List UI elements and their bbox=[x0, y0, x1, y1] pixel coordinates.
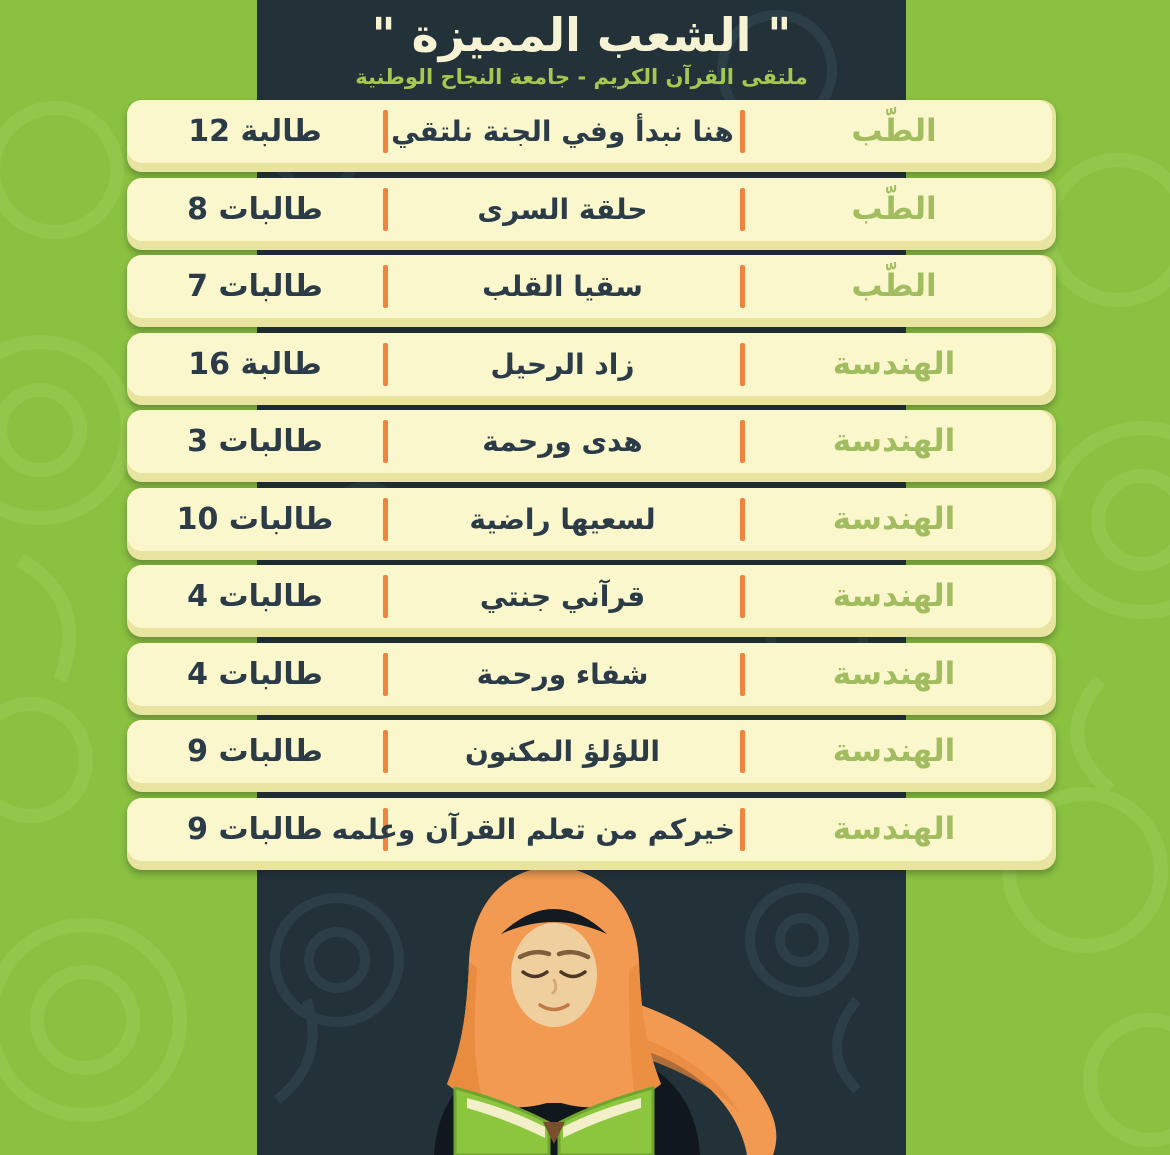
row-name: زاد الرحيل bbox=[490, 347, 635, 381]
row-count: 4 طالبات bbox=[187, 656, 323, 692]
row-department: الهندسة bbox=[832, 733, 956, 769]
row-count: 9 طالبات bbox=[187, 811, 323, 847]
row-department: الهندسة bbox=[832, 345, 956, 382]
row-count: 7 طالبات bbox=[187, 269, 323, 304]
table-row bbox=[127, 333, 1056, 405]
row-department: الهندسة bbox=[832, 578, 956, 614]
row-name: لسعيها راضية bbox=[469, 502, 656, 536]
page-subtitle: ملتقى القرآن الكريم - جامعة النجاح الوطنية bbox=[355, 65, 808, 89]
row-bar-face bbox=[127, 178, 1052, 241]
table-row bbox=[127, 410, 1056, 482]
row-department: الهندسة bbox=[832, 810, 956, 847]
row-bar-face bbox=[127, 798, 1052, 861]
separator-bar bbox=[383, 730, 388, 773]
row-bar bbox=[127, 255, 1056, 327]
row-name: شفاء ورحمة bbox=[476, 657, 649, 691]
row-bar bbox=[127, 488, 1056, 560]
rows-list bbox=[127, 100, 1056, 875]
separator-bar bbox=[383, 110, 388, 153]
row-count: 8 طالبات bbox=[187, 191, 323, 227]
row-name: هنا نبدأ وفي الجنة نلتقي bbox=[391, 115, 734, 148]
table-row bbox=[127, 488, 1056, 560]
row-bar-face bbox=[127, 255, 1052, 318]
row-bar-face bbox=[127, 410, 1052, 473]
row-bar bbox=[127, 178, 1056, 250]
row-name: حلقة السرى bbox=[477, 192, 648, 226]
row-department: الهندسة bbox=[832, 423, 956, 459]
table-row bbox=[127, 720, 1056, 792]
row-name: سقيا القلب bbox=[482, 270, 643, 303]
row-bar bbox=[127, 720, 1056, 792]
separator-bar bbox=[383, 498, 388, 541]
row-bar bbox=[127, 798, 1056, 870]
table-row bbox=[127, 178, 1056, 250]
row-department: الطّب bbox=[851, 113, 937, 149]
row-bar-face bbox=[127, 100, 1052, 163]
row-count: 9 طالبات bbox=[187, 734, 323, 769]
table-row bbox=[127, 255, 1056, 327]
row-bar bbox=[127, 100, 1056, 172]
row-name: اللؤلؤ المكنون bbox=[465, 735, 660, 768]
row-count: 4 طالبات bbox=[187, 579, 323, 614]
row-count: 12 طالبة bbox=[188, 114, 322, 149]
row-bar bbox=[127, 410, 1056, 482]
row-department: الطّب bbox=[851, 268, 937, 304]
row-bar-face bbox=[127, 643, 1052, 706]
row-name: هدى ورحمة bbox=[482, 425, 643, 458]
row-bar-face bbox=[127, 488, 1052, 551]
row-bar bbox=[127, 333, 1056, 405]
row-bar-face bbox=[127, 333, 1052, 396]
row-bar bbox=[127, 565, 1056, 637]
separator-bar bbox=[383, 188, 388, 231]
face bbox=[511, 923, 597, 1027]
row-name: خيركم من تعلم القرآن وعلمه bbox=[331, 812, 735, 846]
table-row bbox=[127, 565, 1056, 637]
row-name: قرآني جنتي bbox=[479, 580, 646, 613]
row-count: 16 طالبة bbox=[188, 346, 322, 382]
separator-bar bbox=[383, 653, 388, 696]
row-bar-face bbox=[127, 720, 1052, 783]
table-row bbox=[127, 100, 1056, 172]
header bbox=[257, 0, 906, 89]
row-department: الهندسة bbox=[832, 500, 956, 537]
woman-reading-quran-illustration bbox=[377, 860, 797, 1155]
row-department: الطّب bbox=[851, 190, 937, 227]
separator-bar bbox=[383, 265, 388, 308]
page-title: " الشعب المميزة " bbox=[371, 8, 792, 62]
row-bar-face bbox=[127, 565, 1052, 628]
separator-bar bbox=[383, 343, 388, 386]
row-count: 3 طالبات bbox=[187, 424, 323, 459]
table-row bbox=[127, 798, 1056, 870]
row-bar bbox=[127, 643, 1056, 715]
separator-bar bbox=[383, 420, 388, 463]
separator-bar bbox=[383, 575, 388, 618]
table-row bbox=[127, 643, 1056, 715]
row-count: 10 طالبات bbox=[176, 501, 334, 537]
row-department: الهندسة bbox=[832, 655, 956, 692]
